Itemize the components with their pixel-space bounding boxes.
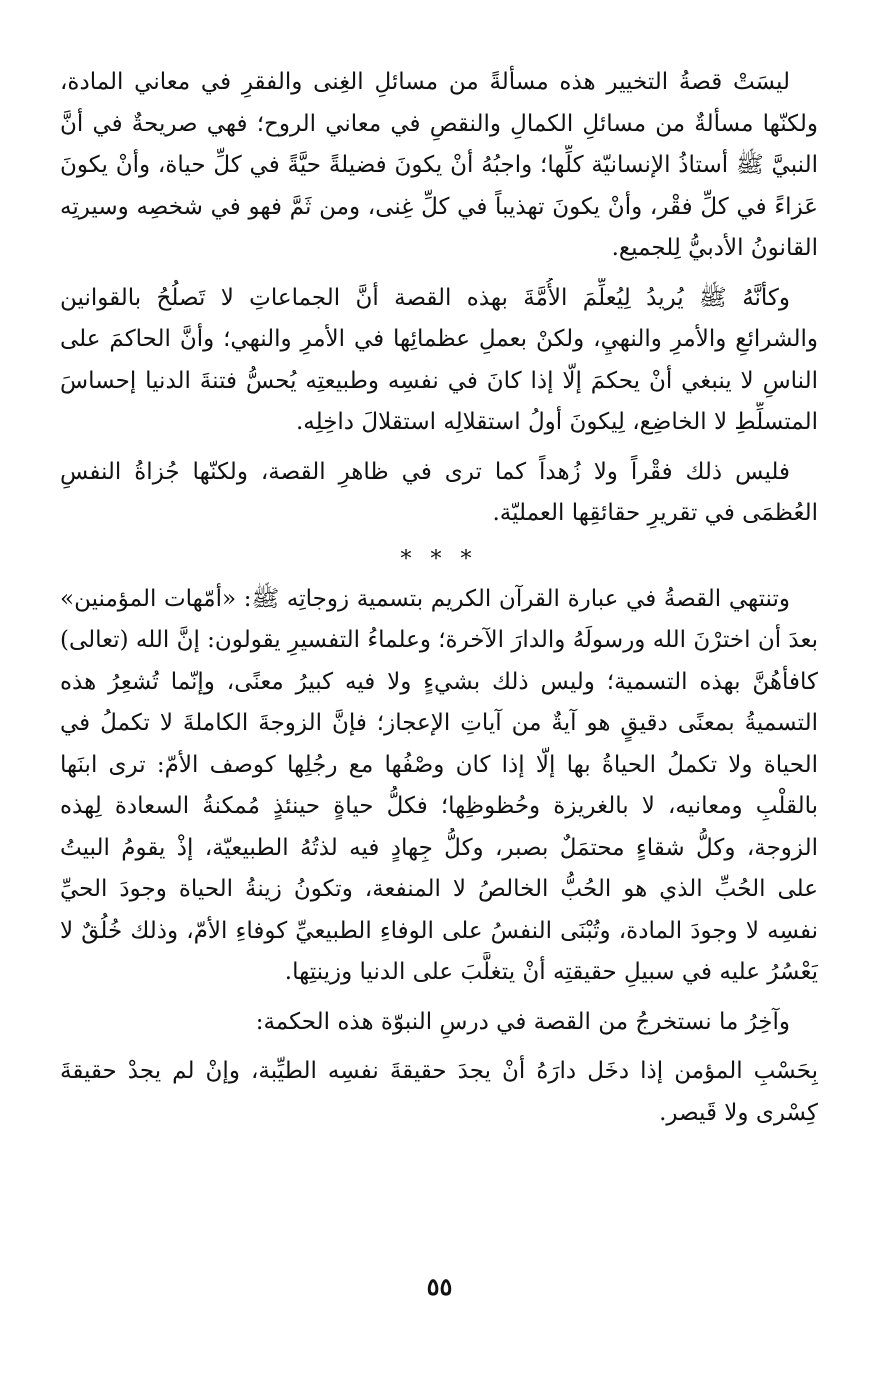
paragraph-5 bbox=[60, 1002, 818, 1044]
text-line: وكأنَّهُ ﷺ يُريدُ لِيُعلِّمَ الأُمَّةَ بهذه القصة أنَّ الجماعاتِ لا تَصلُحُ بالقوانين bbox=[60, 284, 790, 311]
paragraph-2 bbox=[60, 278, 818, 444]
text-line: ليسَتْ قصةُ التخيير هذه مسألةً من مسائلِ الغِنى والفقرِ في معاني المادة، bbox=[60, 69, 790, 95]
text-line: بالقلْبِ ومعانيه، لا بالغريزة وحُظوظِها؛ فكلُّ حياةٍ حينئذٍ مُمكنةُ السعادة لِهذه bbox=[60, 793, 818, 819]
page-number: ٥٥ bbox=[426, 1272, 453, 1301]
text-line: الزوجة، وكلُّ شقاءٍ محتمَلٌ بصبر، وكلُّ جِهادٍ فيه لذتُهُ الطبيعيّة، إذْ يقومُ البيتُ bbox=[60, 834, 818, 861]
text-line: وتنتهي القصةُ في عبارة القرآن الكريم بتسمية زوجاتِه ﷺ: «أمّهات المؤمنين» bbox=[60, 585, 790, 612]
text-line: النبيَّ ﷺ أستاذُ الإنسانيّة كلِّها؛ واجبُهُ أنْ يكونَ فضيلةً حيَّةً في كلِّ حياة، وأنْ يكونَ bbox=[60, 152, 818, 178]
page-body bbox=[60, 62, 818, 1142]
text-line: يَعْسُرُ عليه في سبيلِ حقيقتِه أنْ يتغلَّبَ على الدنيا وزينتِها. bbox=[284, 959, 818, 985]
text-line: القانونُ الأدبيُّ لِلجميع. bbox=[611, 235, 818, 261]
text-line: نفسِه لا وجودَ المادة، وتُبْنَى النفسُ على الوفاءِ الطبيعيِّ كوفاءِ الأمّ، وذلك خُلُقٌ لا bbox=[60, 917, 818, 944]
text-line: عَزاءً في كلِّ فقْر، وأنْ يكونَ تهذيباً في كلِّ غِنى، ومن ثَمَّ فهو في شخصِه وسيرتِه bbox=[60, 193, 818, 220]
text-line: المتسلِّطِ لا الخاضِع، لِيكونَ أولُ استقلالِه استقلالَ داخِلِه. bbox=[295, 409, 818, 435]
text-line: وآخِرُ ما نستخرجُ من القصة في درسِ النبوّة هذه الحكمة: bbox=[255, 1008, 790, 1035]
paragraph-6 bbox=[60, 1051, 818, 1134]
text-line: ولكنّها مسألةٌ من مسائلِ الكمالِ والنقصِ في معاني الروح؛ فهي صريحةٌ في أنَّ bbox=[60, 110, 818, 137]
text-line: العُظمَى في تقريرِ حقائقِها العمليّة. bbox=[492, 500, 818, 526]
text-line: بعدَ أن اخترْنَ الله ورسولَهُ والدارَ الآخرة؛ وعلماءُ التفسيرِ يقولون: إنَّ الله (تعالى) bbox=[60, 627, 818, 653]
text-line: بِحَسْبِ المؤمن إذا دخَل دارَهُ أنْ يجدَ حقيقةَ نفسِه الطيِّبة، وإنْ لم يجدْ حقيقةَ bbox=[60, 1058, 818, 1084]
text-line: الناسِ لا ينبغي أنْ يحكمَ إلّا إذا كانَ في نفسِه وطبيعتِه يُحسُّ فتنةَ الدنيا إحساسَ bbox=[60, 367, 818, 394]
text-line: والشرائعِ والأمرِ والنهيِ، ولكنْ بعملِ عظمائِها في الأمرِ والنهي؛ وأنَّ الحاكمَ على bbox=[60, 326, 818, 352]
paragraph-1 bbox=[60, 62, 818, 270]
text-line: كافأهُنَّ بهذه التسمية؛ وليس ذلك بشيءٍ ولا فيه كبيرُ معنًى، وإنّما تُشعِرُ هذه bbox=[60, 668, 818, 695]
text-line: على الحُبِّ الذي هو الحُبُّ الخالصُ لا المنفعة، وتكونُ زينةُ الحياة وجودَ الحيِّ bbox=[60, 876, 818, 902]
section-separator: * * * bbox=[400, 546, 478, 572]
text-line: الحياة ولا تكملُ الحياةُ بها إلّا إذا كان وصْفُها مع رجُلِها كوصف الأمّ: ترى ابنَها bbox=[60, 751, 818, 778]
paragraph-4 bbox=[60, 579, 818, 994]
paragraph-3 bbox=[60, 452, 818, 535]
text-line: فليس ذلك فقْراً ولا زُهداً كما ترى في ظاهرِ القصة، ولكنّها جُزاةُ النفسِ bbox=[60, 458, 790, 485]
text-line: التسميةُ بمعنًى دقيقٍ هو آيةٌ من آياتِ الإعجاز؛ فإنَّ الزوجةَ الكاملةَ لا تكملُ في bbox=[60, 710, 818, 736]
text-line: كِسْرى ولا قَيصر. bbox=[659, 1099, 818, 1126]
